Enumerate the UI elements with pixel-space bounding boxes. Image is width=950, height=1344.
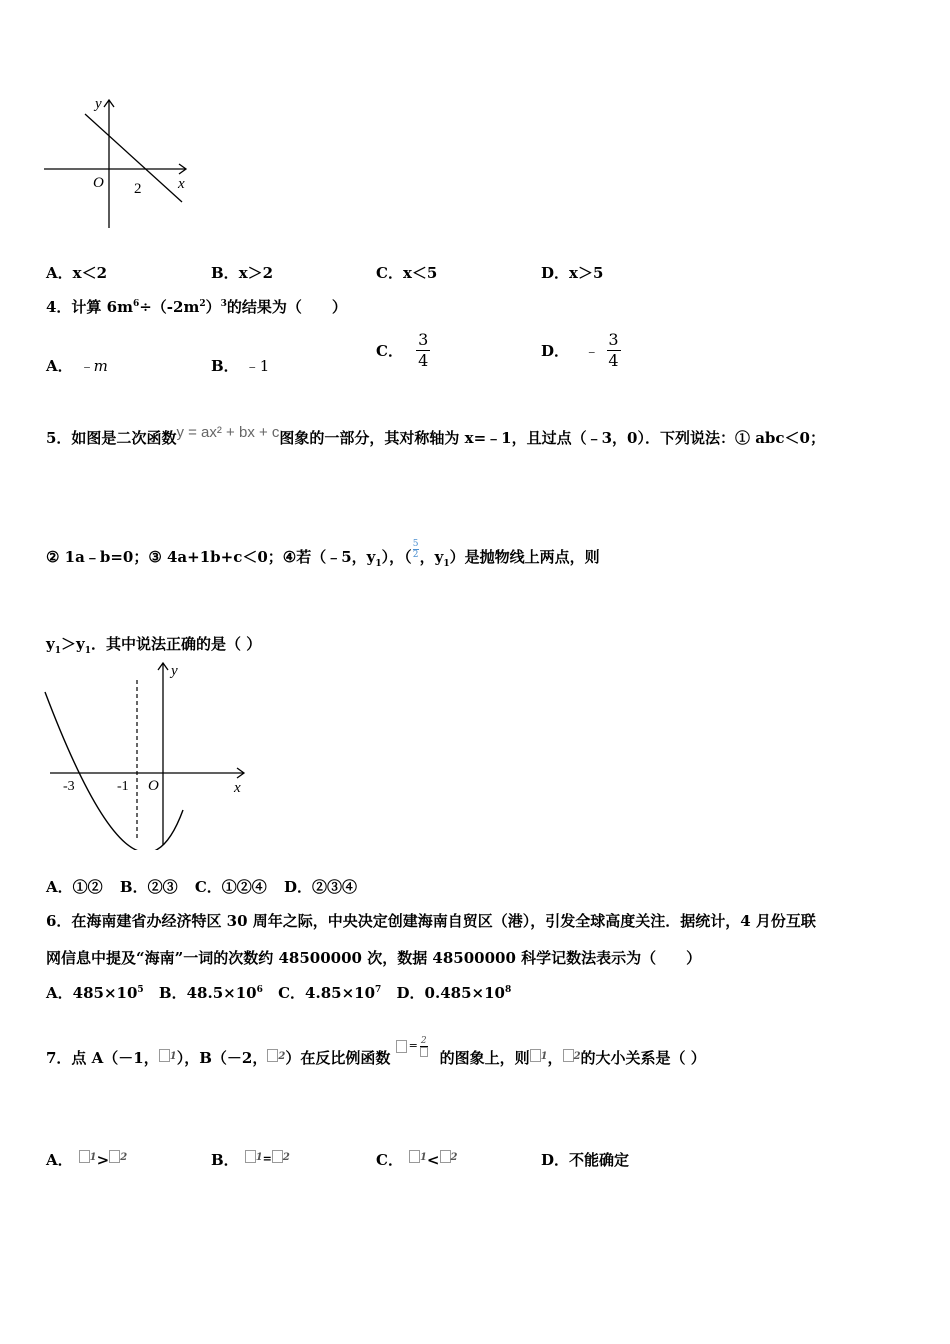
q3-option-d: D．x＞5: [541, 264, 604, 282]
placeholder-box: [245, 1150, 256, 1163]
placeholder-box: [420, 1047, 428, 1057]
tick-label-minus1: -1: [117, 779, 129, 794]
placeholder-box: [563, 1049, 574, 1062]
placeholder-box: [396, 1040, 407, 1053]
q7-option-a: A． $^1$> $^2$: [46, 1151, 128, 1169]
q5-formula-image: y = ax² + bx + c: [176, 424, 280, 441]
x-intercept-label: 2: [134, 181, 142, 197]
q7-option-d: D．不能确定: [541, 1151, 630, 1169]
x-axis-label: x: [178, 176, 185, 192]
placeholder-box: [272, 1150, 283, 1163]
q7-stem: 7．点 A（－1， $^1$），B（－2， $^2$）在反比例函数 = 2 的图象上，则 $^1$， $^2$的大小关系是（ ）: [46, 1035, 706, 1067]
origin-label: O: [148, 778, 159, 794]
inverse-function-formula: = 2: [396, 1036, 440, 1057]
placeholder-box: [530, 1049, 541, 1062]
parabola-curve: [45, 692, 183, 850]
q4-option-b: B． ﹣1: [211, 357, 270, 375]
q6-stem-line2: 网信息中提及“海南”一词的次数约 48500000 次，数据 48500000 科学记数法表示为（ ）: [46, 949, 702, 967]
origin-label: O: [93, 175, 104, 191]
parabola-graph: [40, 660, 255, 850]
tick-label-minus3: -3: [63, 779, 75, 794]
q5-stem-line2: ② 1a﹣b=0；③ 4a+1b+c＜0；④若（﹣5，$y_1$），（ $\frac{5}{2}$ ，$y_1$）是抛物线上两点，则: [46, 539, 600, 569]
q6-options: A．$485\times 10^5$ B．$48.5\times 10^6$ C．$4.85\times 10^7$ D．$0.485\times 10^8$: [46, 984, 512, 1002]
q5-stem-line3: $y_1>y_1$．其中说法正确的是（ ）: [46, 635, 262, 656]
q5-stem-line1: 5．如图是二次函数y = ax² + bx + c图象的一部分，其对称轴为 x=﹣1，且过点（﹣3，0）．下列说法：① abc＜0；: [46, 424, 825, 447]
x-axis-label: x: [234, 780, 241, 796]
placeholder-box: [109, 1150, 120, 1163]
q6-stem-line1: 6．在海南建省办经济特区 30 周年之际，中央决定创建海南自贸区（港），引发全球高度关注．据统计，4 月份互联: [46, 912, 816, 930]
placeholder-box: [409, 1150, 420, 1163]
q4-stem: 4．计算 $6m^6\div(-2m^2)^3$的结果为（ ）: [46, 298, 347, 316]
y-axis-label: y: [171, 663, 178, 679]
placeholder-box: [159, 1049, 170, 1062]
q3-option-a: A．x＜2: [46, 264, 108, 282]
linear-function-graph: [40, 92, 200, 232]
q4-option-a: A． ﹣m: [46, 357, 108, 375]
q7-option-c: C． $^1$< $^2$: [376, 1151, 458, 1169]
placeholder-box: [267, 1049, 278, 1062]
q3-option-b: B．x＞2: [211, 264, 274, 282]
placeholder-box: [79, 1150, 90, 1163]
q3-option-c: C．x＜5: [376, 264, 438, 282]
placeholder-box: [440, 1150, 451, 1163]
y-axis-label: y: [95, 96, 102, 112]
q4-option-c: C． $\frac{3}{4}$: [376, 330, 429, 370]
q5-options: A．①② B．②③ C．①②④ D．②③④: [46, 878, 358, 896]
q4-option-d: D． ﹣ $\frac{3}{4}$: [541, 330, 619, 370]
q7-option-b: B． $^{1=}$ $^2$: [211, 1151, 290, 1169]
